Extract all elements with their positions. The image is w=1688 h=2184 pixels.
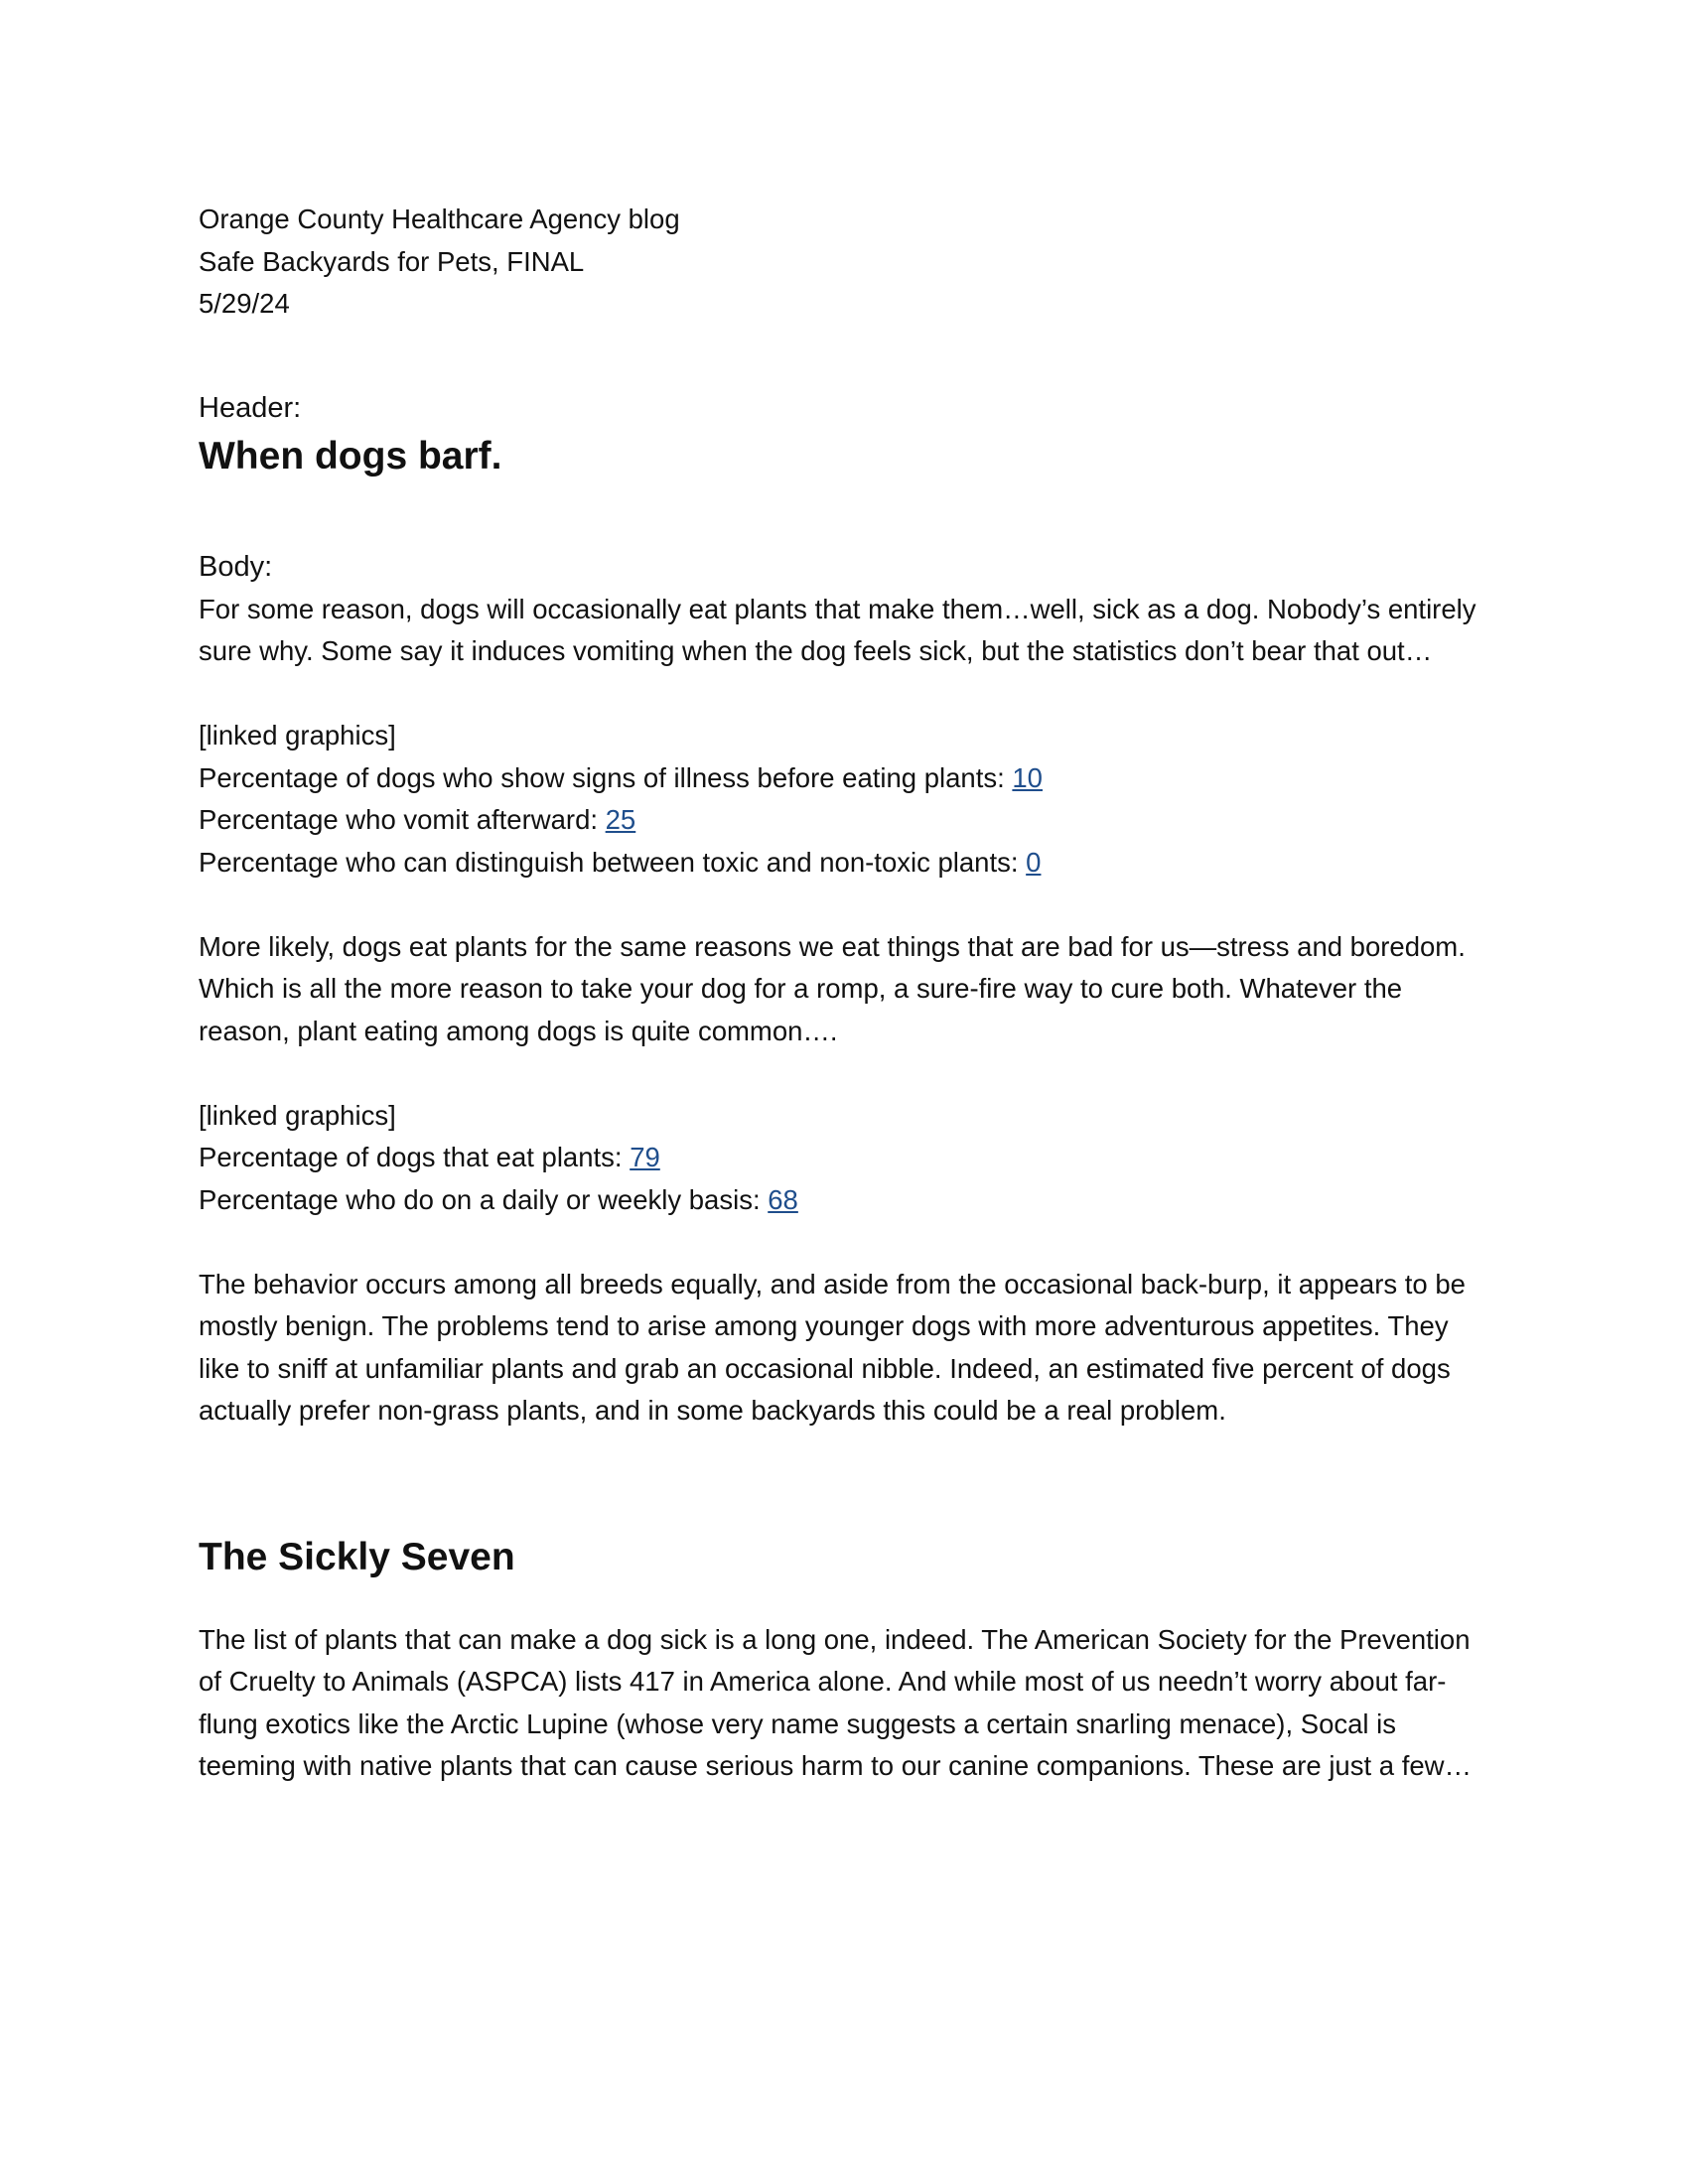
linked-graphics-group-1 — [199, 715, 1489, 884]
document-date: 5/29/24 — [199, 288, 290, 319]
body-label: Body: — [199, 551, 273, 583]
stat-line — [199, 757, 1489, 800]
stat-text: Percentage of dogs who show signs of illness before eating plants: — [199, 761, 1013, 793]
linked-graphics-group-2 — [199, 1095, 1489, 1222]
stat-link[interactable]: 25 — [605, 804, 636, 835]
stat-link[interactable]: 79 — [630, 1142, 660, 1172]
stat-line — [199, 1179, 1489, 1222]
stat-text: Percentage who can distinguish between toxic and non-toxic plants: — [199, 846, 1027, 878]
document-page — [199, 199, 1489, 1788]
stat-text: Percentage of dogs that eat plants: — [199, 1142, 631, 1172]
stat-text: Percentage who do on a daily or weekly basis: — [199, 1183, 769, 1215]
body-paragraph-3: The behavior occurs among all breeds equally, and aside from the occasional back-burp, it appears to be mostly benign. The problems tend to arise among younger dogs with more adventurous appetites. They like to sniff at unfamiliar plants and grab an occasional nibble. Indeed, an estimated five percent of dogs actually prefer non-grass plants, and in some backyards this could be a real problem. — [199, 1268, 1466, 1426]
article-headline: When dogs barf. — [199, 435, 502, 478]
document-title: Safe Backyards for Pets, FINAL — [199, 245, 585, 277]
stat-text: Percentage who vomit afterward: — [199, 804, 606, 835]
linked-graphics-label: [linked graphics] — [199, 720, 396, 751]
stat-link[interactable]: 68 — [768, 1183, 798, 1215]
body-paragraph-2: More likely, dogs eat plants for the same reasons we eat things that are bad for us—stress and boredom. Which is all the more reason to take your dog for a romp, a sure-fire way to cure both. Whatever the reason, plant eating among dogs is quite common…. — [199, 930, 1466, 1046]
intro-paragraph: For some reason, dogs will occasionally eat plants that make them…well, sick as a dog. Nobody’s entirely sure why. Some say it induces vomiting when the dog feels sick, but the statistics don’t bear that out… — [199, 593, 1477, 666]
stat-line — [199, 799, 1489, 842]
section-paragraph: The list of plants that can make a dog sick is a long one, indeed. The American Society for the Prevention of Cruelty to Animals (ASPCA) lists 417 in America alone. And while most of us needn’t worry about far-flung exotics like the Arctic Lupine (whose very name suggests a certain snarling menace), Socal is teeming with native plants that can cause serious harm to our canine companions. These are just a few… — [199, 1623, 1472, 1781]
document-meta — [199, 199, 1489, 326]
section-heading: The Sickly Seven — [199, 1535, 515, 1578]
stat-line — [199, 1137, 1489, 1179]
stat-link[interactable]: 0 — [1026, 846, 1042, 878]
linked-graphics-label: [linked graphics] — [199, 1099, 396, 1131]
stat-link[interactable]: 10 — [1012, 761, 1043, 793]
agency-name: Orange County Healthcare Agency blog — [199, 204, 680, 234]
stat-line — [199, 842, 1489, 885]
header-label: Header: — [199, 391, 302, 424]
